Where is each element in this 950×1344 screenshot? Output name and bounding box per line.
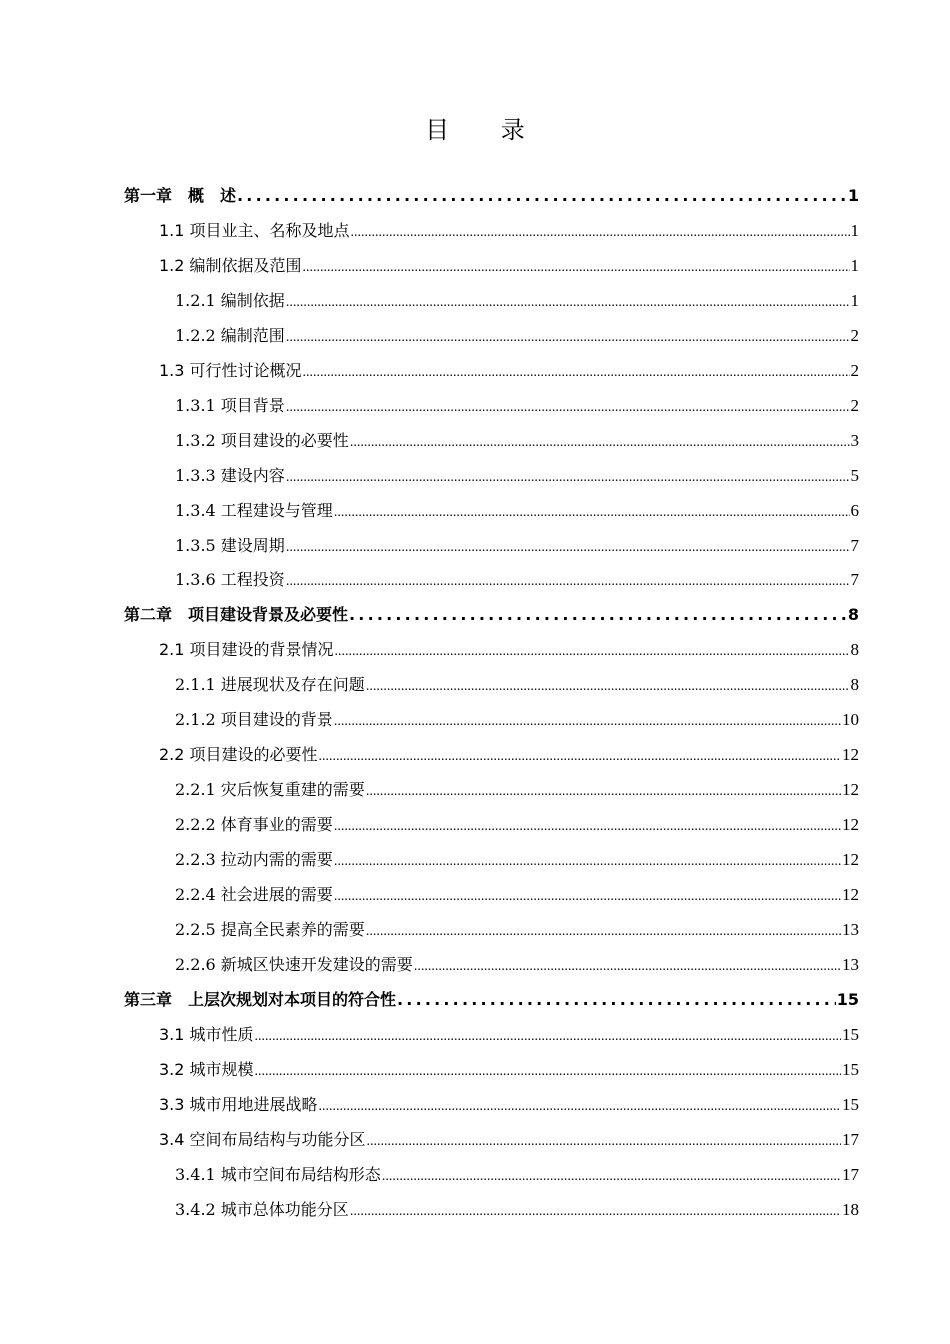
toc-entry-level-2[interactable]: [159, 358, 859, 384]
toc-entry-level-3[interactable]: [175, 672, 859, 698]
toc-entry-label: 1.3.2 项目建设的必要性: [175, 431, 349, 450]
toc-entry-level-3[interactable]: [175, 1162, 859, 1188]
toc-entry-label: 2.2 项目建设的必要性: [159, 745, 318, 764]
toc-dot-leader: [286, 535, 850, 561]
toc-entry-label: 1.2.2 编制范围: [175, 326, 285, 345]
toc-entry-label: 3.1 城市性质: [159, 1025, 254, 1044]
toc-entry-page-number: 8: [850, 640, 859, 659]
toc-entry-label: 3.3 城市用地进展战略: [159, 1095, 318, 1114]
toc-entry-label: 2.1 项目建设的背景情况: [159, 640, 334, 659]
toc-dot-leader: [286, 395, 850, 421]
toc-entry-label: 3.4.2 城市总体功能分区: [175, 1200, 349, 1219]
toc-entry-page-number: 3: [850, 431, 859, 450]
toc-entry-page-number: 17: [842, 1165, 859, 1184]
toc-entry-page-number: 12: [842, 780, 859, 799]
toc-entry-page-number: 2: [850, 396, 859, 415]
toc-dot-leader: [286, 290, 850, 316]
toc-entry-label: 2.2.2 体育事业的需要: [175, 815, 333, 834]
toc-entry-page-number: 17: [842, 1130, 859, 1149]
toc-entry-label: 1.3 可行性讨论概况: [159, 361, 302, 380]
toc-entry-level-3[interactable]: [175, 917, 859, 943]
toc-dot-leader: [334, 814, 841, 840]
toc-dot-leader: [286, 325, 850, 351]
toc-dot-leader: [286, 465, 850, 491]
toc-entry-page-number: 7: [850, 536, 859, 555]
toc-entry-label: 2.1.2 项目建设的背景: [175, 710, 333, 729]
toc-dot-leader: [237, 183, 847, 209]
toc-entry-page-number: 1: [847, 186, 859, 205]
toc-dot-leader: [334, 849, 841, 875]
toc-entry-level-2[interactable]: [159, 1092, 859, 1118]
toc-entry-page-number: 8: [850, 675, 859, 694]
toc-dot-leader: [335, 639, 850, 665]
toc-entry-level-3[interactable]: [175, 288, 859, 314]
toc-dot-leader: [349, 602, 847, 628]
toc-dot-leader: [334, 884, 841, 910]
toc-entry-level-3[interactable]: [175, 533, 859, 559]
toc-dot-leader: [334, 709, 841, 735]
toc-entry-level-1[interactable]: [124, 602, 859, 628]
toc-entry-label: 2.2.6 新城区快速开发建设的需要: [175, 955, 413, 974]
toc-entry-page-number: 2: [850, 361, 859, 380]
toc-entry-label: 3.2 城市规模: [159, 1060, 254, 1079]
toc-dot-leader: [350, 430, 850, 456]
toc-entry-label: 2.2.1 灾后恢复重建的需要: [175, 780, 365, 799]
toc-entry-label: 1.3.6 工程投资: [175, 570, 285, 589]
toc-entry-label: 3.4 空间布局结构与功能分区: [159, 1130, 366, 1149]
toc-entry-label: 2.2.5 提高全民素养的需要: [175, 920, 365, 939]
toc-dot-leader: [382, 1164, 841, 1190]
toc-entry-level-2[interactable]: [159, 253, 859, 279]
toc-entry-page-number: 18: [842, 1200, 859, 1219]
toc-entry-page-number: 12: [842, 745, 859, 764]
toc-entry-label: 第一章 概 述: [124, 186, 237, 205]
toc-title: 目 录: [425, 116, 547, 144]
toc-entry-level-2[interactable]: [159, 218, 859, 244]
toc-entry-level-2[interactable]: [159, 742, 859, 768]
toc-entry-label: 1.2.1 编制依据: [175, 291, 285, 310]
toc-entry-level-2[interactable]: [159, 637, 859, 663]
toc-entry-label: 1.1 项目业主、名称及地点: [159, 221, 350, 240]
toc-entry-level-2[interactable]: [159, 1127, 859, 1153]
toc-entry-page-number: 15: [842, 1060, 859, 1079]
toc-entry-level-2[interactable]: [159, 1022, 859, 1048]
toc-dot-leader: [334, 500, 850, 526]
toc-entry-label: 1.3.5 建设周期: [175, 536, 285, 555]
toc-entry-level-3[interactable]: [175, 567, 859, 593]
toc-dot-leader: [303, 255, 850, 281]
toc-dot-leader: [286, 569, 850, 595]
toc-dot-leader: [351, 220, 850, 246]
toc-entry-level-3[interactable]: [175, 323, 859, 349]
toc-entry-page-number: 12: [842, 815, 859, 834]
toc-dot-leader: [366, 674, 850, 700]
toc-dot-leader: [414, 954, 841, 980]
toc-dot-leader: [397, 987, 836, 1013]
toc-entry-page-number: 5: [850, 466, 859, 485]
toc-dot-leader: [366, 779, 841, 805]
toc-entry-level-3[interactable]: [175, 428, 859, 454]
toc-entry-level-2[interactable]: [159, 1057, 859, 1083]
toc-entry-level-3[interactable]: [175, 498, 859, 524]
toc-dot-leader: [367, 1129, 841, 1155]
toc-entry-label: 1.3.1 项目背景: [175, 396, 285, 415]
toc-entry-level-3[interactable]: [175, 707, 859, 733]
toc-entry-level-3[interactable]: [175, 882, 859, 908]
toc-entry-page-number: 15: [836, 990, 859, 1009]
toc-entry-level-3[interactable]: [175, 393, 859, 419]
toc-entry-page-number: 6: [850, 501, 859, 520]
toc-entry-page-number: 12: [842, 885, 859, 904]
toc-entry-label: 3.4.1 城市空间布局结构形态: [175, 1165, 381, 1184]
toc-entry-label: 2.2.3 拉动内需的需要: [175, 850, 333, 869]
toc-entry-level-3[interactable]: [175, 1197, 859, 1223]
toc-entry-level-3[interactable]: [175, 952, 859, 978]
toc-entry-page-number: 1: [850, 221, 859, 240]
toc-entry-page-number: 1: [850, 256, 859, 275]
toc-entry-label: 2.2.4 社会进展的需要: [175, 885, 333, 904]
toc-dot-leader: [303, 360, 850, 386]
toc-dot-leader: [366, 919, 841, 945]
toc-entry-page-number: 2: [850, 326, 859, 345]
toc-dot-leader: [255, 1024, 841, 1050]
toc-entry-page-number: 7: [850, 570, 859, 589]
toc-entry-page-number: 13: [842, 955, 859, 974]
toc-entry-label: 第三章 上层次规划对本项目的符合性: [124, 990, 397, 1009]
toc-entry-page-number: 8: [847, 605, 859, 624]
toc-entry-page-number: 1: [850, 291, 859, 310]
toc-entry-level-3[interactable]: [175, 812, 859, 838]
toc-entry-page-number: 15: [842, 1025, 859, 1044]
toc-entry-label: 1.3.3 建设内容: [175, 466, 285, 485]
toc-entry-page-number: 10: [842, 710, 859, 729]
toc-entry-label: 2.1.1 进展现状及存在问题: [175, 675, 365, 694]
toc-dot-leader: [255, 1059, 841, 1085]
toc-entry-label: 1.3.4 工程建设与管理: [175, 501, 333, 520]
toc-dot-leader: [319, 1094, 841, 1120]
toc-entry-level-3[interactable]: [175, 777, 859, 803]
toc-dot-leader: [350, 1199, 841, 1225]
toc-entry-level-3[interactable]: [175, 847, 859, 873]
toc-entry-level-1[interactable]: [124, 987, 859, 1013]
toc-entry-label: 1.2 编制依据及范围: [159, 256, 302, 275]
toc-entry-level-3[interactable]: [175, 463, 859, 489]
toc-entry-level-1[interactable]: [124, 183, 859, 209]
toc-entry-page-number: 13: [842, 920, 859, 939]
toc-entry-page-number: 12: [842, 850, 859, 869]
toc-entry-page-number: 15: [842, 1095, 859, 1114]
toc-dot-leader: [319, 744, 841, 770]
toc-entry-label: 第二章 项目建设背景及必要性: [124, 605, 349, 624]
